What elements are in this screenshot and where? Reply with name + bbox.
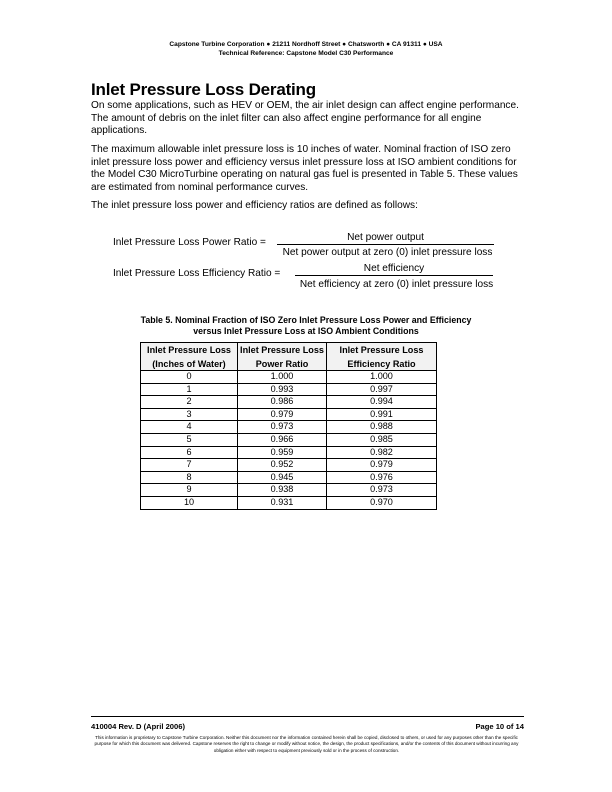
cell-power-ratio: 0.966 — [238, 433, 327, 446]
cell-efficiency-ratio: 0.982 — [327, 446, 437, 459]
cell-pressure-loss: 5 — [141, 433, 238, 446]
power-ratio-fraction-bar — [277, 244, 494, 245]
cell-pressure-loss: 6 — [141, 446, 238, 459]
cell-efficiency-ratio: 0.985 — [327, 433, 437, 446]
header-pressure-loss-unit: (Inches of Water) — [141, 356, 238, 371]
cell-power-ratio: 0.931 — [238, 496, 327, 509]
header-efficiency-ratio: Efficiency Ratio — [327, 356, 437, 371]
efficiency-ratio-label: Inlet Pressure Loss Efficiency Ratio = — [113, 268, 281, 279]
cell-pressure-loss: 2 — [141, 396, 238, 409]
table-row — [141, 383, 437, 396]
table-row — [141, 446, 437, 459]
cell-power-ratio: 0.938 — [238, 484, 327, 497]
header-reference-line: Technical Reference: Capstone Model C30 Performance — [218, 50, 394, 57]
efficiency-ratio-fraction-bar — [295, 275, 493, 276]
cell-efficiency-ratio: 0.994 — [327, 396, 437, 409]
cell-efficiency-ratio: 0.976 — [327, 471, 437, 484]
table-row — [141, 471, 437, 484]
paragraph-ratio-def: The inlet pressure loss power and efficiency ratios are defined as follows: — [91, 200, 418, 211]
pressure-loss-table — [140, 342, 437, 510]
table-caption — [0, 315, 612, 336]
paragraph-max-loss: The maximum allowable inlet pressure loss is 10 inches of water. Nominal fraction of ISO zero inlet pressure loss power and efficiency versus inlet pressure loss at ISO ambient conditions for the Model C30 MicroTurbine operating on natural gas fuel is presented in Table 5. These values are estimated from nominal performance curves. — [91, 144, 518, 193]
header-power-ratio-top: Inlet Pressure Loss — [238, 343, 327, 357]
header-pressure-loss-top: Inlet Pressure Loss — [141, 343, 238, 357]
cell-power-ratio: 0.979 — [238, 408, 327, 421]
cell-efficiency-ratio: 0.991 — [327, 408, 437, 421]
cell-pressure-loss: 7 — [141, 459, 238, 472]
cell-pressure-loss: 0 — [141, 371, 238, 384]
cell-power-ratio: 1.000 — [238, 371, 327, 384]
cell-power-ratio: 0.986 — [238, 396, 327, 409]
header-efficiency-ratio-top: Inlet Pressure Loss — [327, 343, 437, 357]
paragraph-intro: On some applications, such as HEV or OEM, the air inlet design can affect engine performance. The amount of debris on the inlet filter can also affect engine performance for all engine applications. — [91, 100, 519, 137]
cell-efficiency-ratio: 1.000 — [327, 371, 437, 384]
efficiency-ratio-numerator: Net efficiency — [363, 263, 425, 274]
table-row — [141, 371, 437, 384]
cell-pressure-loss: 3 — [141, 408, 238, 421]
header-power-ratio: Power Ratio — [238, 356, 327, 371]
power-ratio-numerator: Net power output — [347, 232, 424, 243]
footer-page-number: Page 10 of 14 — [475, 722, 524, 731]
power-ratio-label: Inlet Pressure Loss Power Ratio = — [113, 237, 266, 248]
cell-pressure-loss: 10 — [141, 496, 238, 509]
table-row — [141, 421, 437, 434]
cell-power-ratio: 0.993 — [238, 383, 327, 396]
cell-power-ratio: 0.973 — [238, 421, 327, 434]
table-caption-line2: versus Inlet Pressure Loss at ISO Ambient Conditions — [193, 325, 419, 336]
table-row — [141, 396, 437, 409]
table-row — [141, 484, 437, 497]
cell-efficiency-ratio: 0.970 — [327, 496, 437, 509]
header-company-line: Capstone Turbine Corporation ● 21211 Nordhoff Street ● Chatsworth ● CA 91311 ● USA — [169, 41, 443, 48]
cell-pressure-loss: 8 — [141, 471, 238, 484]
cell-power-ratio: 0.959 — [238, 446, 327, 459]
cell-pressure-loss: 4 — [141, 421, 238, 434]
footer-rule — [91, 716, 524, 717]
cell-power-ratio: 0.945 — [238, 471, 327, 484]
efficiency-ratio-denominator: Net efficiency at zero (0) inlet pressure loss — [299, 279, 494, 290]
table-caption-line1: Table 5. Nominal Fraction of ISO Zero Inlet Pressure Loss Power and Efficiency — [140, 315, 472, 325]
footer-doc-id: 410004 Rev. D (April 2006) — [91, 722, 185, 731]
table-row — [141, 433, 437, 446]
footer-disclaimer: This information is proprietary to Capstone Turbine Corporation. Neither this document nor the information contained herein shall be copied, disclosed to others, or used for any purposes other than the specific purpose for which this document was delivered. Capstone reserves the right to change or modify without notice, the design, the product specifications, and/or the contents of this document without incurring any obligation either with respect to equipment previously sold or in the process of construction. — [94, 735, 519, 753]
section-title: Inlet Pressure Loss Derating — [91, 80, 316, 99]
cell-efficiency-ratio: 0.988 — [327, 421, 437, 434]
cell-power-ratio: 0.952 — [238, 459, 327, 472]
table-row — [141, 496, 437, 509]
cell-efficiency-ratio: 0.973 — [327, 484, 437, 497]
power-ratio-denominator: Net power output at zero (0) inlet pressure loss — [282, 247, 493, 258]
cell-pressure-loss: 1 — [141, 383, 238, 396]
cell-pressure-loss: 9 — [141, 484, 238, 497]
table-row — [141, 459, 437, 472]
cell-efficiency-ratio: 0.979 — [327, 459, 437, 472]
cell-efficiency-ratio: 0.997 — [327, 383, 437, 396]
table-row — [141, 408, 437, 421]
